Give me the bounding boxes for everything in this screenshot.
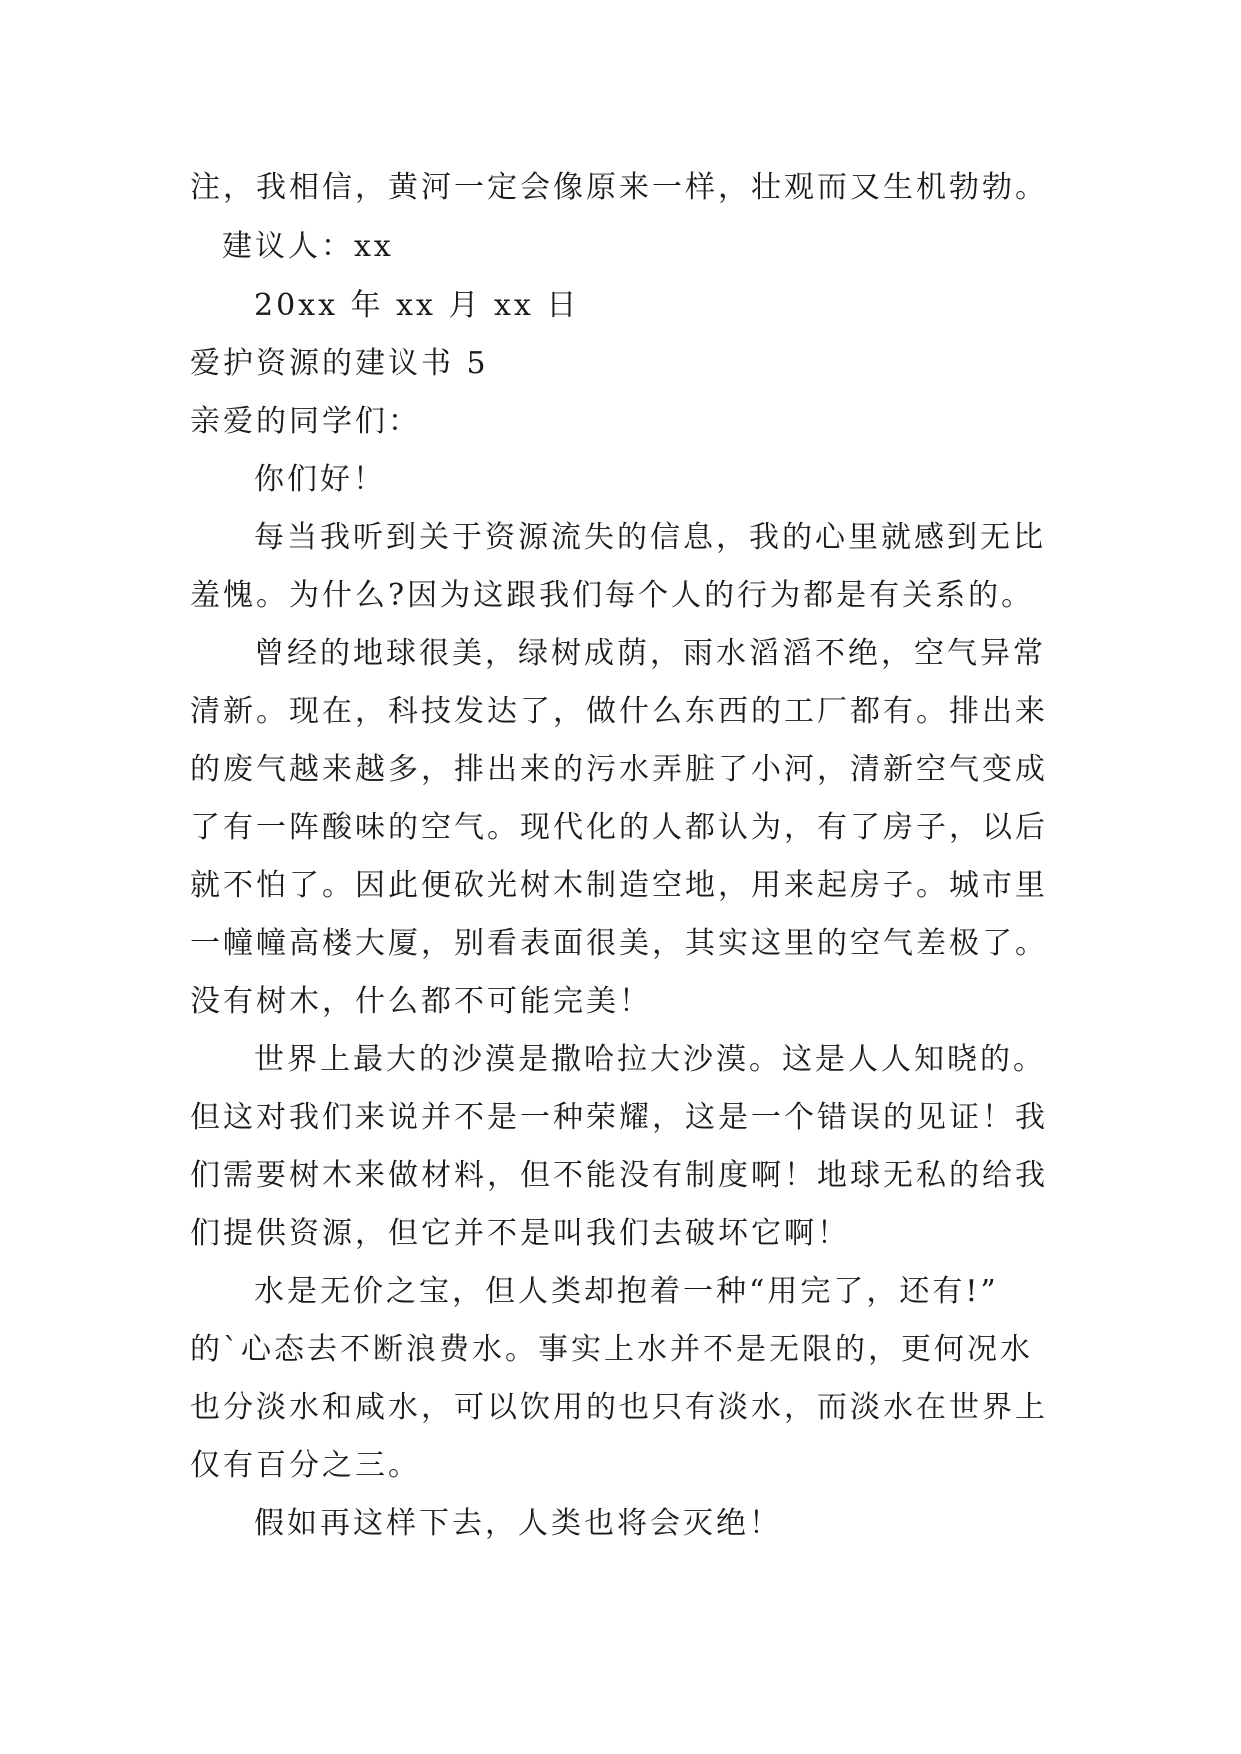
text-line: 就不怕了。因此便砍光树木制造空地，用来起房子。城市里 (190, 868, 1048, 903)
text-line: 没有树木，什么都不可能完美！ (190, 984, 652, 1019)
text-line: 的`心态去不断浪费水。事实上水并不是无限的，更何况水 (190, 1332, 1033, 1367)
salutation: 亲爱的同学们： (190, 404, 421, 439)
greeting: 你们好！ (254, 462, 386, 497)
text-line: 一幢幢高楼大厦，别看表面很美，其实这里的空气差极了。 (190, 926, 1048, 961)
text-line: 曾经的地球很美，绿树成荫，雨水滔滔不绝，空气异常 (254, 636, 1046, 671)
text-line: 的废气越来越多，排出来的污水弄脏了小河，清新空气变成 (190, 752, 1048, 787)
text-line: 注，我相信，黄河一定会像原来一样，壮观而又生机勃勃。 (190, 170, 1048, 205)
text-line: 们需要树木来做材料，但不能没有制度啊！地球无私的给我 (190, 1158, 1048, 1193)
text-line: 世界上最大的沙漠是撒哈拉大沙漠。这是人人知晓的。 (254, 1042, 1046, 1077)
text-line: 了有一阵酸味的空气。现代化的人都认为，有了房子，以后 (190, 810, 1048, 845)
text-line: 羞愧。为什么?因为这跟我们每个人的行为都是有关系的。 (190, 578, 1035, 613)
date-line: 20xx 年 xx 月 xx 日 (254, 288, 580, 323)
text-line: 仅有百分之三。 (190, 1448, 421, 1483)
text-line: 清新。现在，科技发达了，做什么东西的工厂都有。排出来 (190, 694, 1048, 729)
text-line: 也分淡水和咸水，可以饮用的也只有淡水，而淡水在世界上 (190, 1390, 1048, 1425)
text-line: 但这对我们来说并不是一种荣耀，这是一个错误的见证！我 (190, 1100, 1048, 1135)
text-line: 水是无价之宝，但人类却抱着一种“用完了，还有!” (254, 1274, 999, 1309)
section-title: 爱护资源的建议书 5 (190, 346, 489, 381)
text-line: 假如再这样下去，人类也将会灭绝！ (254, 1506, 782, 1541)
text-line: 们提供资源，但它并不是叫我们去破坏它啊！ (190, 1216, 850, 1251)
signer-line: 建议人：xx (222, 229, 394, 264)
text-line: 每当我听到关于资源流失的信息，我的心里就感到无比 (254, 520, 1046, 555)
